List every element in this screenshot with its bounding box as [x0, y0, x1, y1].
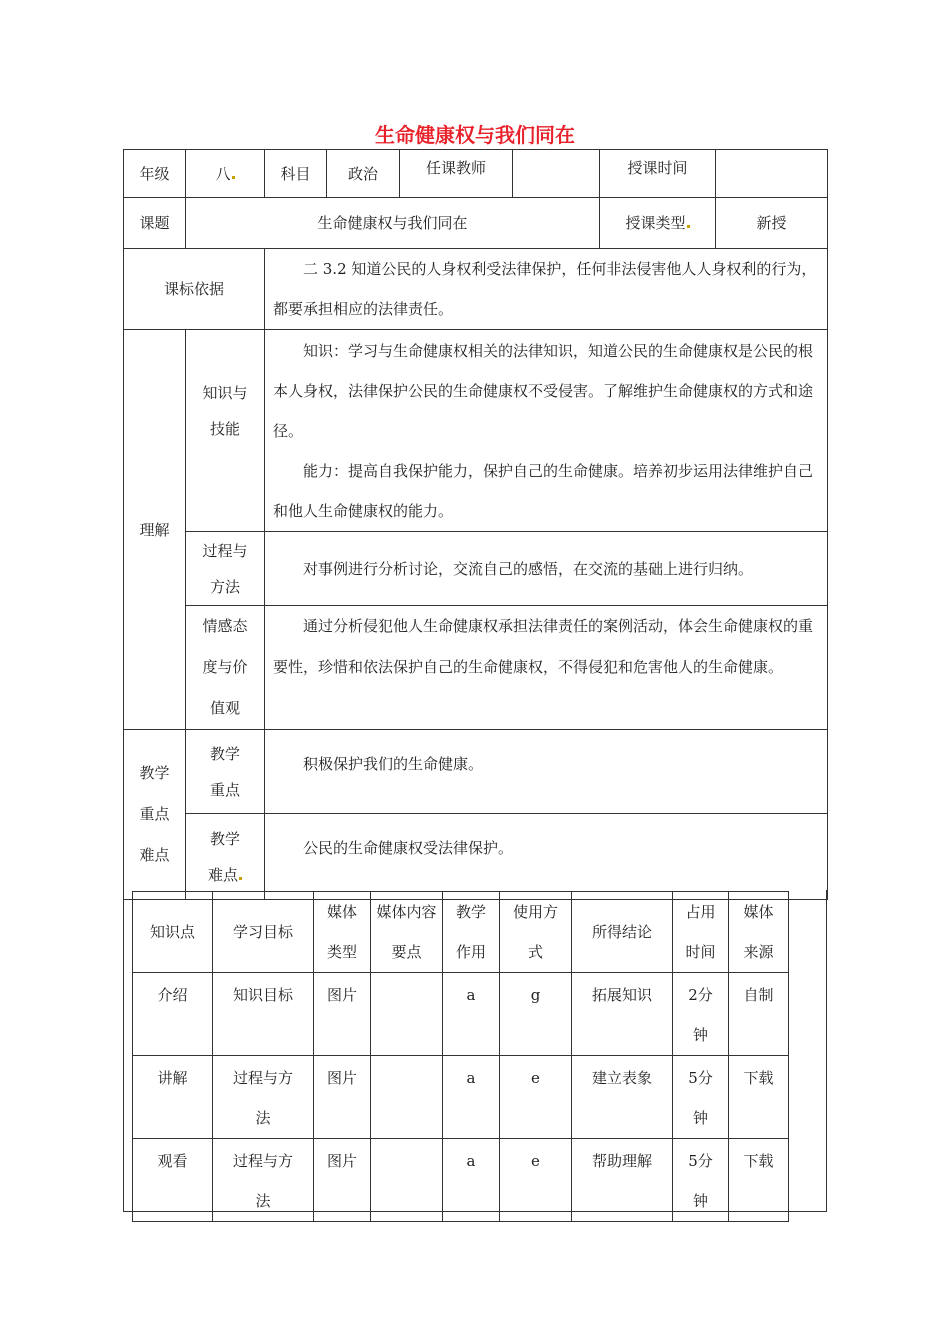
- goals-label: 理解: [124, 330, 186, 730]
- key-label: 教学 重点: [186, 730, 265, 814]
- table-cell: 观看: [133, 1139, 213, 1222]
- media-header-cell: 媒体来源: [729, 892, 789, 973]
- process-text: 对事例进行分析讨论，交流自己的感悟，在交流的基础上进行归纳。: [265, 532, 828, 606]
- info-row-1: [124, 150, 828, 198]
- grade-value: 八: [186, 150, 265, 198]
- table-cell: 图片: [314, 973, 371, 1056]
- standard-text: 二 3.2 知道公民的人身权利受法律保护，任何非法侵害他人人身权利的行为，都要承担相应的法律责任。: [265, 249, 828, 330]
- table-cell: a: [443, 1056, 500, 1139]
- process-row: [124, 532, 828, 606]
- table-cell: 建立表象: [572, 1056, 673, 1139]
- table-cell: 图片: [314, 1139, 371, 1222]
- teacher-label: 任课教师: [400, 150, 513, 198]
- media-header-cell: 媒体类型: [314, 892, 371, 973]
- mark-dot: [232, 176, 235, 179]
- table-cell: e: [500, 1056, 572, 1139]
- table-cell: 知识目标: [213, 973, 314, 1056]
- difficulty-text: 公民的生命健康权受法律保护。: [265, 814, 828, 900]
- table-cell: e: [500, 1139, 572, 1222]
- table-row: [133, 1056, 789, 1139]
- table-cell: 介绍: [133, 973, 213, 1056]
- table-cell: a: [443, 1139, 500, 1222]
- emotion-text: 通过分析侵犯他人生命健康权承担法律责任的案例活动，体会生命健康权的重要性，珍惜和依法保护自己的生命健康权，不得侵犯和危害他人的生命健康。: [265, 606, 828, 730]
- table-cell: 下载: [729, 1056, 789, 1139]
- grade-label: 年级: [124, 150, 186, 198]
- table-cell: 2分钟: [673, 973, 729, 1056]
- table-cell: 过程与方法: [213, 1056, 314, 1139]
- table-cell: 帮助理解: [572, 1139, 673, 1222]
- difficulty-row: [124, 814, 828, 900]
- media-header-cell: 媒体内容要点: [371, 892, 443, 973]
- knowledge-label: 知识与 技能: [186, 330, 265, 532]
- table-cell: 自制: [729, 973, 789, 1056]
- table-cell: 5分钟: [673, 1139, 729, 1222]
- knowledge-row: [124, 330, 828, 532]
- emotion-row: [124, 606, 828, 730]
- media-header-row: [133, 892, 789, 973]
- teacher-value: [513, 150, 600, 198]
- subject-value: 政治: [327, 150, 400, 198]
- media-header-cell: 教学作用: [443, 892, 500, 973]
- table-cell: g: [500, 973, 572, 1056]
- media-header-cell: 知识点: [133, 892, 213, 973]
- difficulty-label: 教学 难点: [186, 814, 265, 900]
- table-cell: a: [443, 973, 500, 1056]
- time-value: [716, 150, 828, 198]
- document-title: 生命健康权与我们同在: [375, 123, 575, 147]
- mark-dot: [239, 877, 242, 880]
- subject-label: 科目: [265, 150, 327, 198]
- lesson-plan-table: [123, 149, 828, 900]
- info-row-2: [124, 198, 828, 249]
- table-cell: 5分钟: [673, 1056, 729, 1139]
- table-cell: [371, 973, 443, 1056]
- key-row: [124, 730, 828, 814]
- table-cell: [371, 1139, 443, 1222]
- standard-label: 课标依据: [124, 249, 265, 330]
- standard-row: [124, 249, 828, 330]
- media-table: [132, 891, 789, 1222]
- media-header-cell: 占用时间: [673, 892, 729, 973]
- table-cell: 下载: [729, 1139, 789, 1222]
- media-header-cell: 使用方式: [500, 892, 572, 973]
- table-cell: 图片: [314, 1056, 371, 1139]
- table-row: [133, 973, 789, 1056]
- process-label: 过程与 方法: [186, 532, 265, 606]
- topic-label: 课题: [124, 198, 186, 249]
- media-header-cell: 所得结论: [572, 892, 673, 973]
- knowledge-text: 知识：学习与生命健康权相关的法律知识，知道公民的生命健康权是公民的根本人身权，法律保护公民的生命健康权不受侵害。了解维护生命健康权的方式和途径。 能力：提高自我保护能力，保护自己的生命健康。培养初步运用法律维护自己和他人生命健康权的能力。: [265, 330, 828, 532]
- type-label: 授课类型: [600, 198, 716, 249]
- emotion-label: 情感态 度与价 值观: [186, 606, 265, 730]
- table-cell: 拓展知识: [572, 973, 673, 1056]
- table-cell: 讲解: [133, 1056, 213, 1139]
- key-text: 积极保护我们的生命健康。: [265, 730, 828, 814]
- type-value: 新授: [716, 198, 828, 249]
- table-cell: [371, 1056, 443, 1139]
- mark-dot: [687, 225, 690, 228]
- table-cell: 过程与方法: [213, 1139, 314, 1222]
- focus-label: 教学 重点 难点: [124, 730, 186, 900]
- media-header-cell: 学习目标: [213, 892, 314, 973]
- topic-value: 生命健康权与我们同在: [186, 198, 600, 249]
- time-label: 授课时间: [600, 150, 716, 198]
- table-row: [133, 1139, 789, 1222]
